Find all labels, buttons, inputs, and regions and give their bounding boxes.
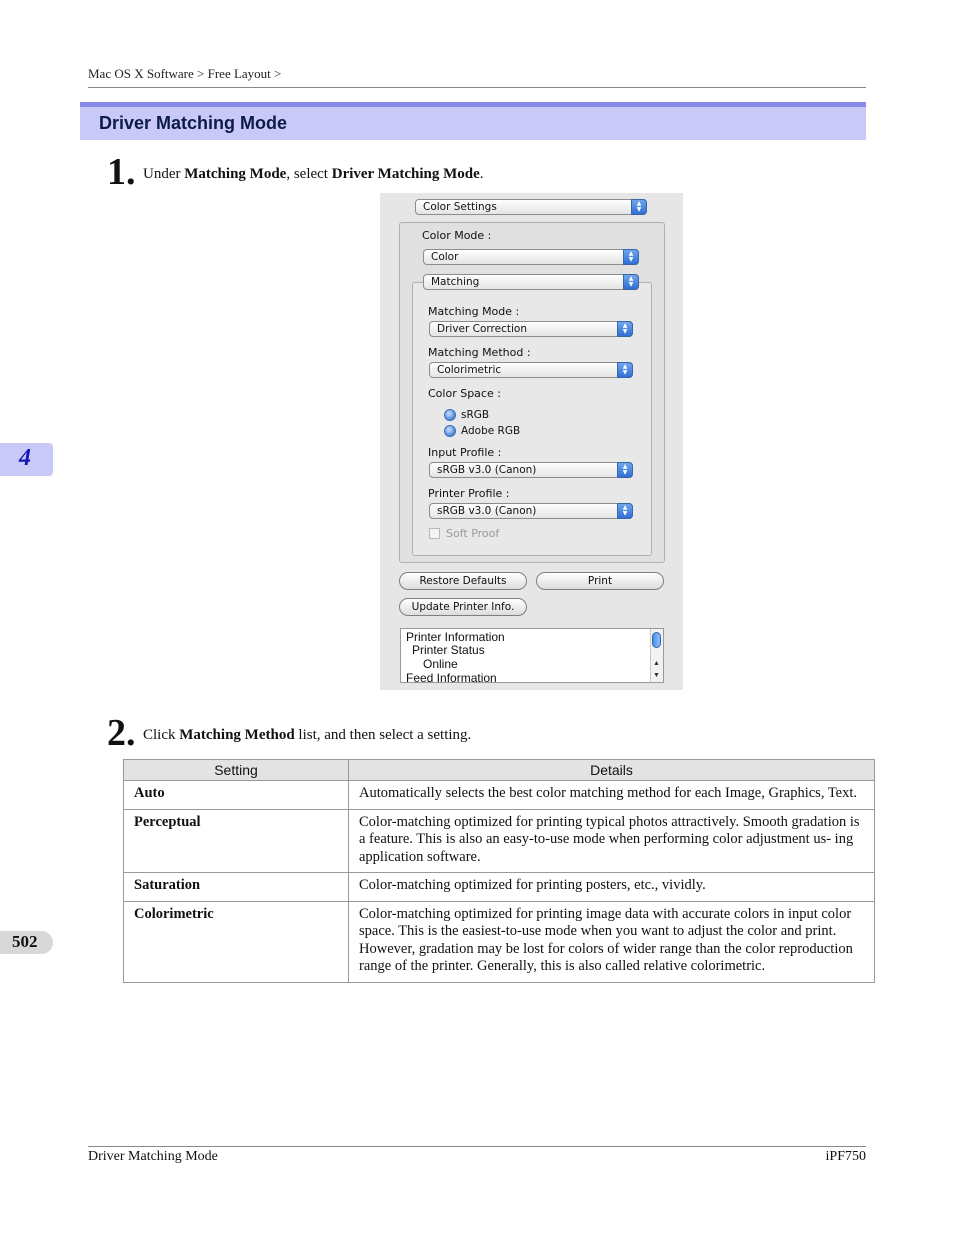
step-2-marker <box>107 711 136 755</box>
header-setting: Setting <box>124 760 349 781</box>
step-2-bold-a: Matching Method <box>179 727 295 743</box>
srgb-radio-label: sRGB <box>461 409 490 421</box>
printer-profile-popup[interactable] <box>429 503 633 519</box>
header-divider <box>88 87 866 88</box>
chapter-tab[interactable] <box>0 443 53 476</box>
details-cell: Color-matching optimized for printing image data with accurate colors in input color space. This is the easiest-to-use mode when you want to adjust the color and print. However, gradation may be lost for colors of wider range than the color reproduction range of the printer. Generally, this is also called relative colorimetric. <box>349 901 875 982</box>
matching-popup[interactable] <box>423 274 639 290</box>
setting-cell: Perceptual <box>124 809 349 873</box>
matching-mode-popup[interactable] <box>429 321 633 337</box>
setting-cell: Auto <box>124 781 349 810</box>
matching-method-popup[interactable] <box>429 362 633 378</box>
input-profile-value: sRGB v3.0 (Canon) <box>437 464 537 476</box>
section-banner <box>80 102 866 140</box>
step-2-text <box>143 727 471 744</box>
info-list-item: Feed Information <box>406 671 497 683</box>
step-1-text-c: . <box>479 166 484 182</box>
chapter-number: 4 <box>19 445 31 471</box>
matching-mode-value: Driver Correction <box>437 323 527 335</box>
matching-popup-value: Matching <box>431 276 480 288</box>
step-1-marker <box>107 150 136 194</box>
soft-proof-checkbox[interactable] <box>429 528 440 539</box>
print-button[interactable]: Print <box>536 572 664 590</box>
breadcrumb: Mac OS X Software > Free Layout > <box>88 66 282 81</box>
printer-profile-value: sRGB v3.0 (Canon) <box>437 505 537 517</box>
update-printer-info-button[interactable]: Update Printer Info. <box>399 598 527 616</box>
printer-profile-label: Printer Profile : <box>428 487 510 500</box>
table-row <box>124 901 875 982</box>
input-profile-label: Input Profile : <box>428 446 502 459</box>
popup-arrows-icon: ▲ ▼ <box>631 199 647 215</box>
color-space-label: Color Space : <box>428 387 501 400</box>
printer-info-list[interactable] <box>400 628 664 683</box>
popup-arrows-icon: ▲ ▼ <box>623 249 639 265</box>
color-mode-label: Color Mode : <box>422 229 492 242</box>
popup-arrows-icon: ▲ ▼ <box>623 274 639 290</box>
details-cell: Color-matching optimized for printing typical photos attractively. Smooth gradation is a feature. This is also an easy-to-use mode when performing color adjustment us- ing application software. <box>349 809 875 873</box>
details-cell: Color-matching optimized for printing posters, etc., vividly. <box>349 873 875 902</box>
step-2-text-b: list, and then select a setting. <box>294 727 472 743</box>
matching-method-label: Matching Method : <box>428 346 531 359</box>
footer-divider <box>88 1146 866 1147</box>
color-mode-popup[interactable] <box>423 249 639 265</box>
info-list-scrollbar[interactable] <box>650 629 663 682</box>
footer-section-name: Driver Matching Mode <box>88 1149 218 1164</box>
popup-arrows-icon: ▲ ▼ <box>617 362 633 378</box>
step-1-bold-b: Driver Matching Mode <box>331 166 480 182</box>
restore-defaults-button[interactable]: Restore Defaults <box>399 572 527 590</box>
step-1-text-a: Under <box>143 166 185 182</box>
info-list-item: Printer Information <box>406 630 505 644</box>
panel-popup-value: Color Settings <box>423 201 497 213</box>
info-list-item: Printer Status <box>412 643 485 657</box>
page-number: 502 <box>12 932 38 951</box>
table-header-row <box>124 760 875 781</box>
scroll-thumb[interactable] <box>652 632 661 648</box>
step-1-number: 1 <box>107 151 126 193</box>
panel-popup[interactable] <box>415 199 647 215</box>
step-1-dot: . <box>126 151 136 193</box>
step-2-number: 2 <box>107 712 126 754</box>
table-row <box>124 809 875 873</box>
popup-arrows-icon: ▲ ▼ <box>617 321 633 337</box>
adobe-rgb-radio-label: Adobe RGB <box>461 425 521 437</box>
matching-method-settings-table <box>123 759 875 983</box>
adobe-rgb-radio-icon[interactable] <box>444 425 456 437</box>
setting-cell: Colorimetric <box>124 901 349 982</box>
popup-arrows-icon: ▲ ▼ <box>617 503 633 519</box>
scroll-down-arrow-icon[interactable]: ▼ <box>653 672 660 679</box>
step-1-text <box>143 166 484 183</box>
step-1-text-b: , select <box>286 166 332 182</box>
table-row <box>124 873 875 902</box>
step-2-dot: . <box>126 712 136 754</box>
table-row <box>124 781 875 810</box>
soft-proof-label: Soft Proof <box>446 527 500 540</box>
matching-mode-label: Matching Mode : <box>428 305 520 318</box>
matching-method-value: Colorimetric <box>437 364 502 376</box>
color-mode-value: Color <box>431 251 459 263</box>
info-list-item: Online <box>423 657 458 671</box>
step-2-text-a: Click <box>143 727 180 743</box>
section-title: Driver Matching Mode <box>99 113 288 133</box>
header-details: Details <box>349 760 875 781</box>
page-number-tab <box>0 931 53 954</box>
srgb-radio-icon[interactable] <box>444 409 456 421</box>
scroll-up-arrow-icon[interactable]: ▲ <box>653 660 660 667</box>
color-settings-dialog <box>380 193 683 690</box>
step-1-bold-a: Matching Mode <box>184 166 287 182</box>
setting-cell: Saturation <box>124 873 349 902</box>
footer-model-name: iPF750 <box>825 1149 866 1164</box>
input-profile-popup[interactable] <box>429 462 633 478</box>
popup-arrows-icon: ▲ ▼ <box>617 462 633 478</box>
details-cell: Automatically selects the best color matching method for each Image, Graphics, Text. <box>349 781 875 810</box>
